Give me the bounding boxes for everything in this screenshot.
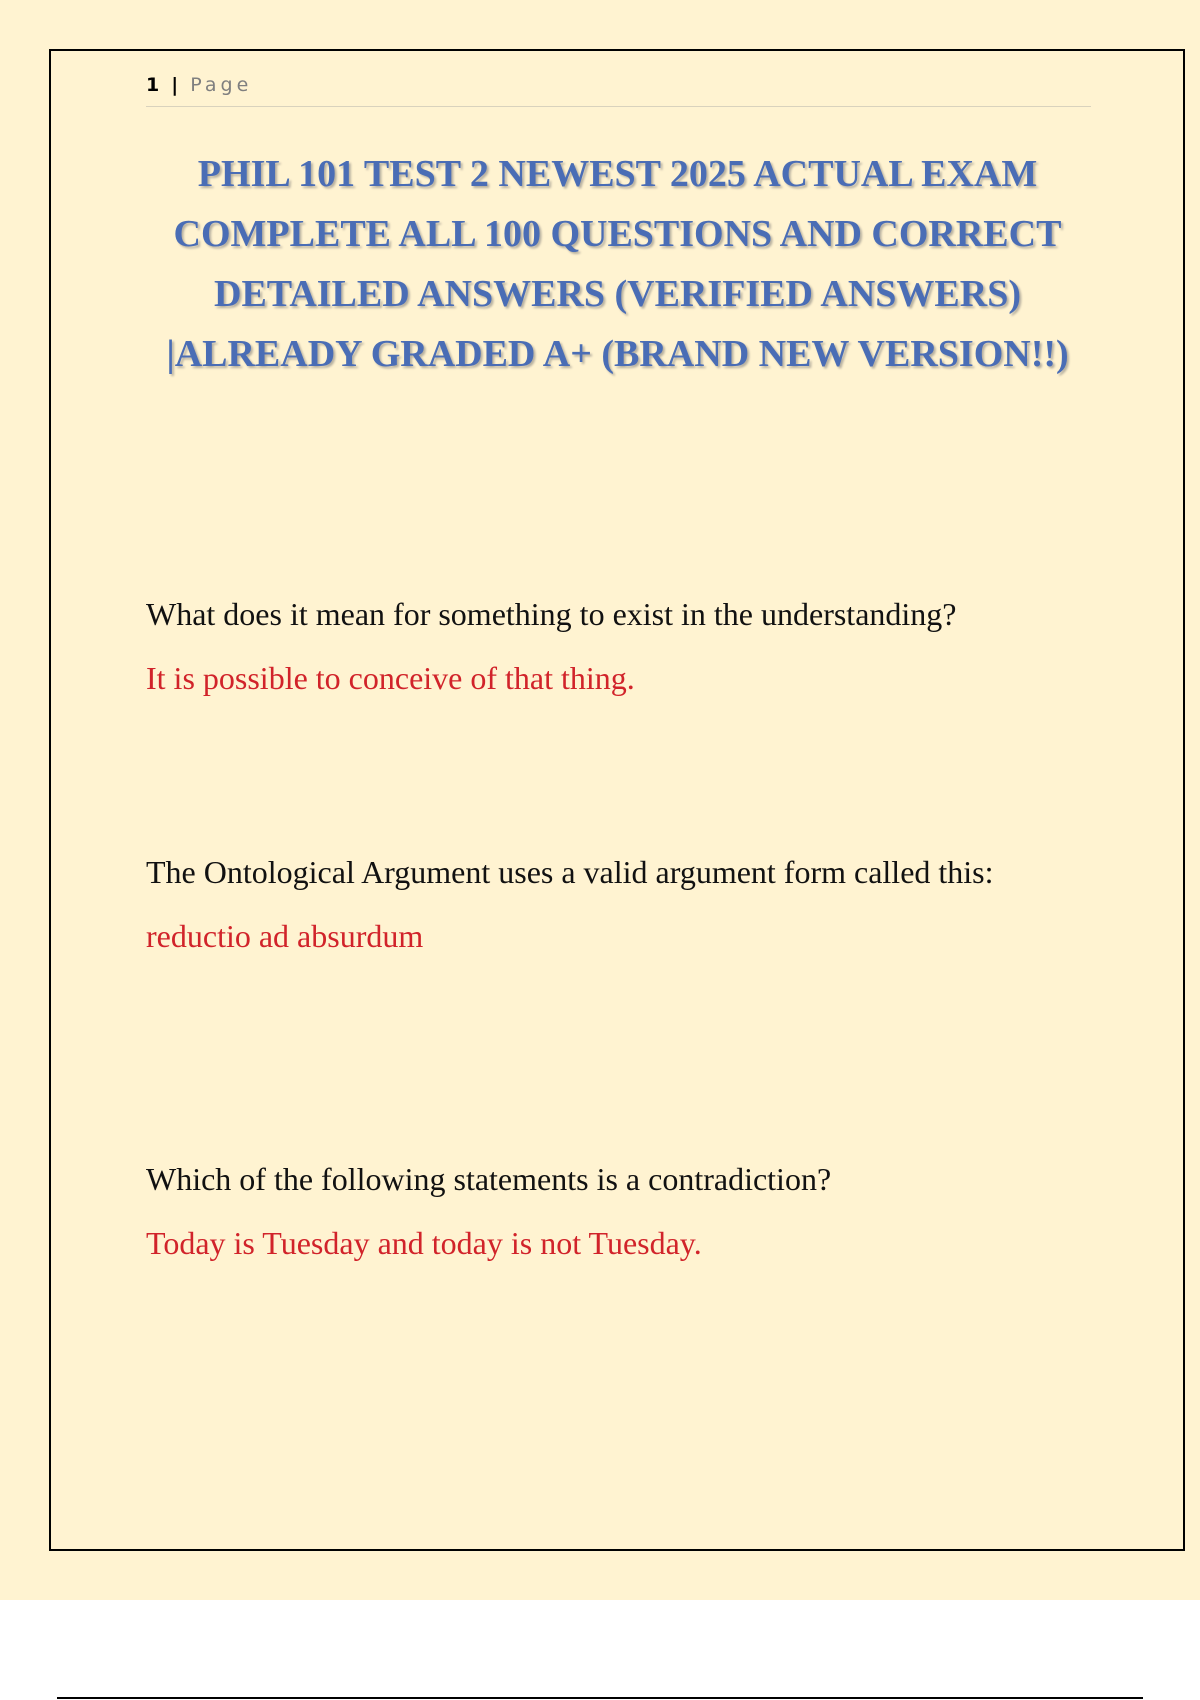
answer-text: reductio ad absurdum <box>146 918 424 954</box>
document-title: PHIL 101 TEST 2 NEWEST 2025 ACTUAL EXAM COMPLETE ALL 100 QUESTIONS AND CORRECT DETAILED ANSWERS (VERIFIED ANSWERS) |ALREADY GRADED A+ (BRAND NEW VERSION!!) <box>166 153 1069 375</box>
question-text: What does it mean for something to exist in the understanding? <box>146 596 957 632</box>
question-text: Which of the following statements is a contradiction? <box>146 1161 832 1197</box>
question-text: The Ontological Argument uses a valid argument form called this: <box>146 854 994 890</box>
qa-block <box>146 590 1076 702</box>
page-separator: | <box>171 74 181 96</box>
qa-block <box>146 848 1076 960</box>
footer-divider <box>57 1697 1143 1699</box>
qa-block <box>146 1155 1076 1267</box>
page-number: 1 <box>146 74 162 96</box>
answer-text: It is possible to conceive of that thing. <box>146 660 635 696</box>
answer-text: Today is Tuesday and today is not Tuesday. <box>146 1225 702 1261</box>
page-header <box>146 74 1091 107</box>
page-label: Page <box>190 74 253 96</box>
